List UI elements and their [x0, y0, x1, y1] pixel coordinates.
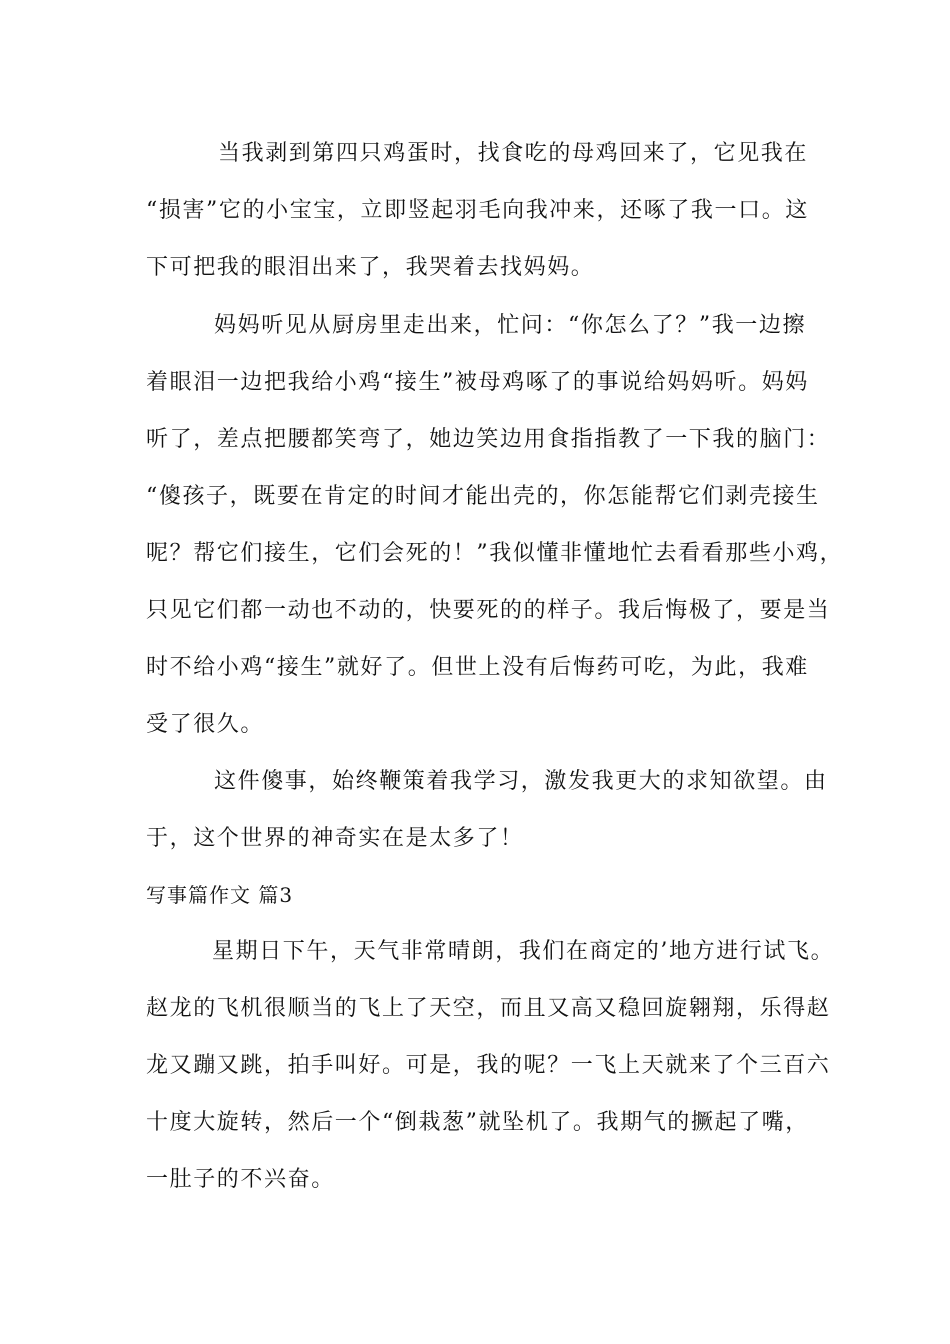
paragraph-line: 赵龙的飞机很顺当的飞上了天空，而且又高又稳回旋翱翔，乐得赵	[146, 996, 831, 1021]
paragraph-line: 妈妈听见从厨房里走出来，忙问：“你怎么了？”我一边擦	[214, 313, 807, 338]
paragraph-line: 一肚子的不兴奋。	[146, 1167, 335, 1192]
paragraph-line: 当我剥到第四只鸡蛋时，找食吃的母鸡回来了，它见我在	[218, 141, 809, 166]
paragraph-line: 听了，差点把腰都笑弯了，她边笑边用食指指教了一下我的脑门：	[146, 427, 831, 452]
paragraph-line: 十度大旋转，然后一个“倒栽葱”就坠机了。我期气的撅起了嘴，	[146, 1110, 809, 1135]
paragraph-line: 星期日下午，天气非常晴朗，我们在商定的’地方进行试飞。	[212, 939, 835, 964]
paragraph-line: 这件傻事，始终鞭策着我学习，激发我更大的求知欲望。由	[214, 769, 828, 794]
paragraph-line: 只见它们都一动也不动的，快要死的的样子。我后悔极了，要是当	[146, 598, 831, 623]
paragraph-line: 下可把我的眼泪出来了，我哭着去找妈妈。	[146, 255, 595, 280]
paragraph-line: “损害”它的小宝宝，立即竖起羽毛向我冲来，还啄了我一口。这	[146, 198, 809, 223]
paragraph-line: 于，这个世界的神奇实在是太多了！	[146, 826, 524, 851]
paragraph-line: 呢？帮它们接生，它们会死的！”我似懂非懂地忙去看看那些小鸡，	[146, 541, 844, 566]
section-heading: 写事篇作文 篇3	[146, 883, 294, 907]
paragraph-line: “傻孩子，既要在肯定的时间才能出壳的，你怎能帮它们剥壳接生	[146, 484, 820, 509]
paragraph-line: 龙又蹦又跳，拍手叫好。可是，我的呢？一飞上天就来了个三百六	[146, 1053, 831, 1078]
paragraph-line: 时不给小鸡“接生”就好了。但世上没有后悔药可吃，为此，我难	[146, 655, 809, 680]
paragraph-line: 受了很久。	[146, 712, 265, 737]
paragraph-line: 着眼泪一边把我给小鸡“接生”被母鸡啄了的事说给妈妈听。妈妈	[146, 370, 809, 395]
